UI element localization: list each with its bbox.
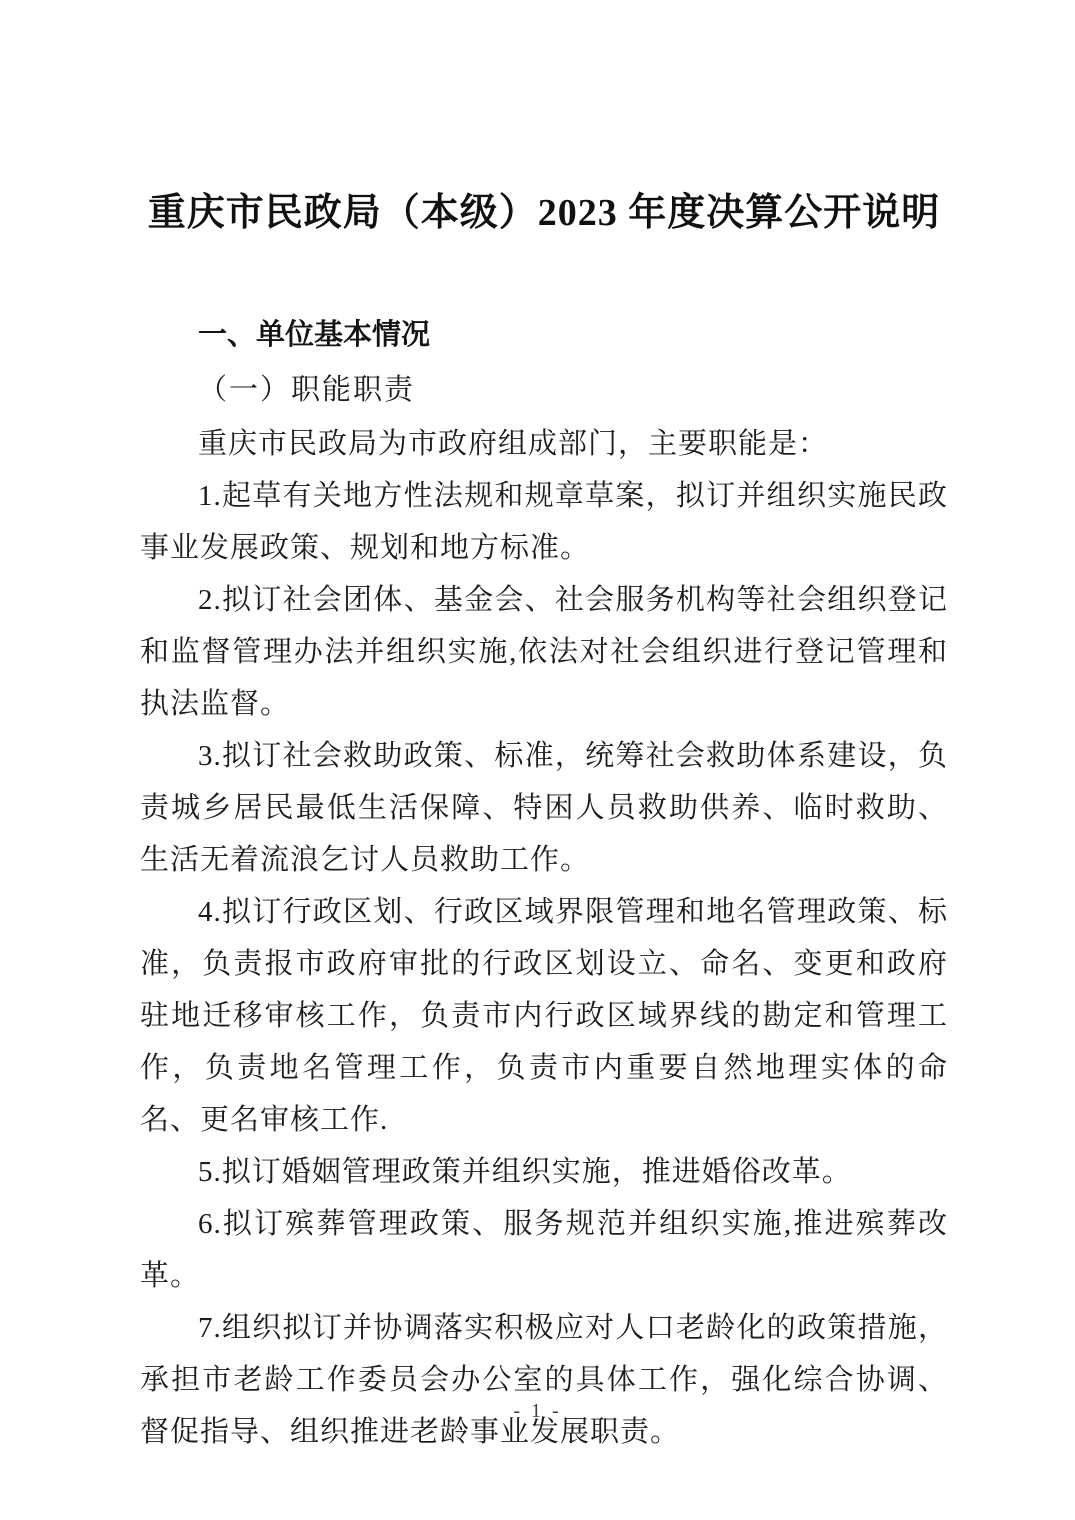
intro-paragraph: 重庆市民政局为市政府组成部门，主要职能是： bbox=[198, 428, 829, 460]
function-item-1: 1.起草有关地方性法规和规章草案，拟订并组织实施民政事业发展政策、规划和地方标准。 bbox=[140, 480, 948, 564]
subsection-heading-duties: （一）职能职责 bbox=[198, 374, 416, 406]
function-item-4: 4.拟订行政区划、行政区域界限管理和地名管理政策、标准，负责报市政府审批的行政区划设立、命名、变更和政府驻地迁移审核工作，负责市内行政区域界线的勘定和管理工作，负责地名管理工作，负责市内重要自然地理实体的命名、更名审核工作. bbox=[140, 896, 948, 1136]
function-item-5: 5.拟订婚姻管理政策并组织实施，推进婚俗改革。 bbox=[198, 1156, 852, 1188]
function-item-6: 6.拟订殡葬管理政策、服务规范并组织实施,推进殡葬改革。 bbox=[140, 1208, 948, 1292]
page-number: - 1 - bbox=[513, 1400, 562, 1422]
function-item-2: 2.拟订社会团体、基金会、社会服务机构等社会组织登记和监督管理办法并组织实施,依法对社会组织进行登记管理和执法监督。 bbox=[140, 584, 948, 720]
function-item-7: 7.组织拟订并协调落实积极应对人口老龄化的政策措施，承担市老龄工作委员会办公室的具体工作，强化综合协调、督促指导、组织推进老龄事业发展职责。 bbox=[140, 1312, 948, 1448]
document-title: 重庆市民政局（本级）2023 年度决算公开说明 bbox=[147, 192, 941, 234]
document-content bbox=[140, 188, 948, 1458]
function-item-3: 3.拟订社会救助政策、标准，统筹社会救助体系建设，负责城乡居民最低生活保障、特困人员救助供养、临时救助、生活无着流浪乞讨人员救助工作。 bbox=[140, 740, 948, 876]
section-heading-basic-info: 一、单位基本情况 bbox=[198, 319, 431, 351]
